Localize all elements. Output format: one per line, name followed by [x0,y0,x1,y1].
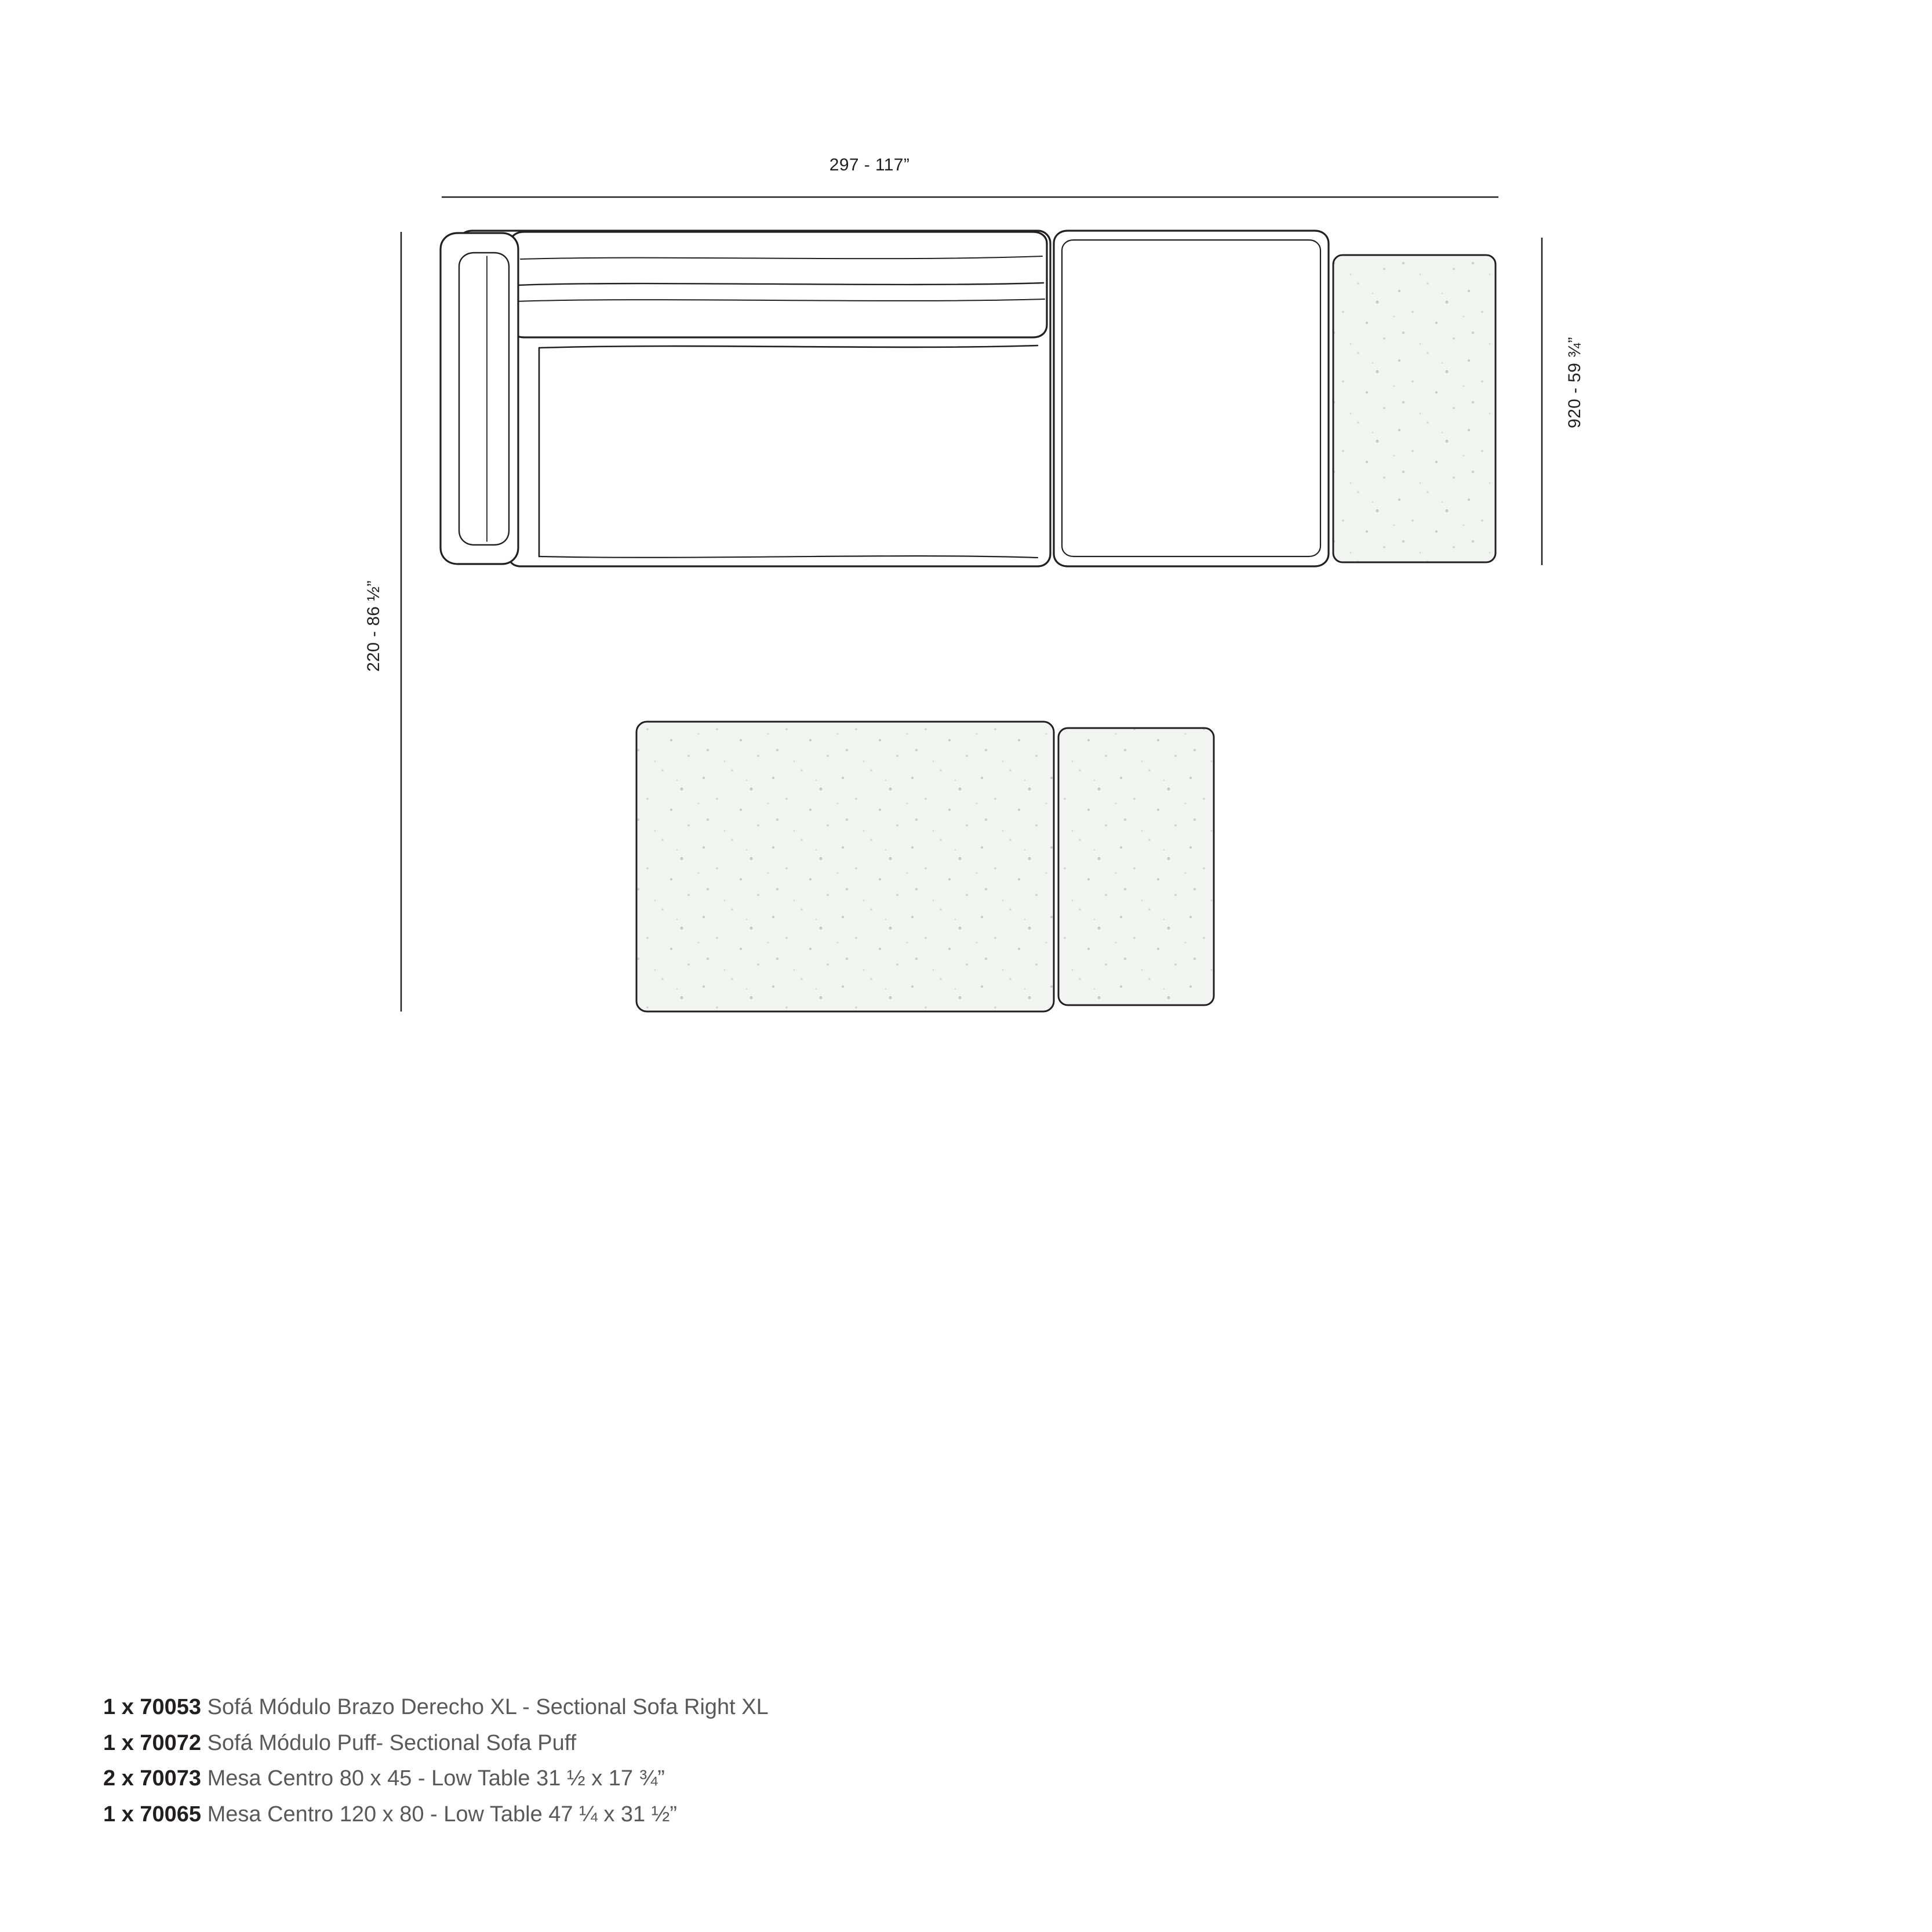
legend-item-code: 1 x 70072 [103,1730,202,1755]
sofa-module-puff [1054,231,1329,566]
legend-item-description: Mesa Centro 80 x 45 - Low Table 31 ½ x 17 ¾” [207,1766,665,1791]
parts-legend [103,1690,1610,1832]
legend-item-description: Sofá Módulo Puff- Sectional Sofa Puff [207,1730,577,1755]
legend-item-code: 1 x 70065 [103,1802,202,1827]
legend-item-description: Mesa Centro 120 x 80 - Low Table 47 ¼ x 31 ½” [207,1802,678,1827]
legend-item [103,1761,1610,1797]
legend-item [103,1690,1610,1726]
low-table-80x45-bottom [1058,728,1214,1005]
dimension-label-total-depth: 220 - 86 ½” [364,580,383,672]
legend-item-description: Sofá Módulo Brazo Derecho XL - Sectional Sofa Right XL [207,1695,769,1719]
dimension-label-depth: 920 - 59 ¾” [1565,337,1584,428]
legend-item [103,1797,1610,1833]
dimension-label-width: 297 - 117” [829,155,910,174]
legend-item [103,1726,1610,1762]
low-table-120x80 [636,722,1054,1012]
legend-item-code: 2 x 70073 [103,1766,202,1791]
sofa-module-right-xl [441,231,1050,566]
legend-item-code: 1 x 70053 [103,1695,202,1719]
low-table-80x45-right [1333,255,1496,562]
